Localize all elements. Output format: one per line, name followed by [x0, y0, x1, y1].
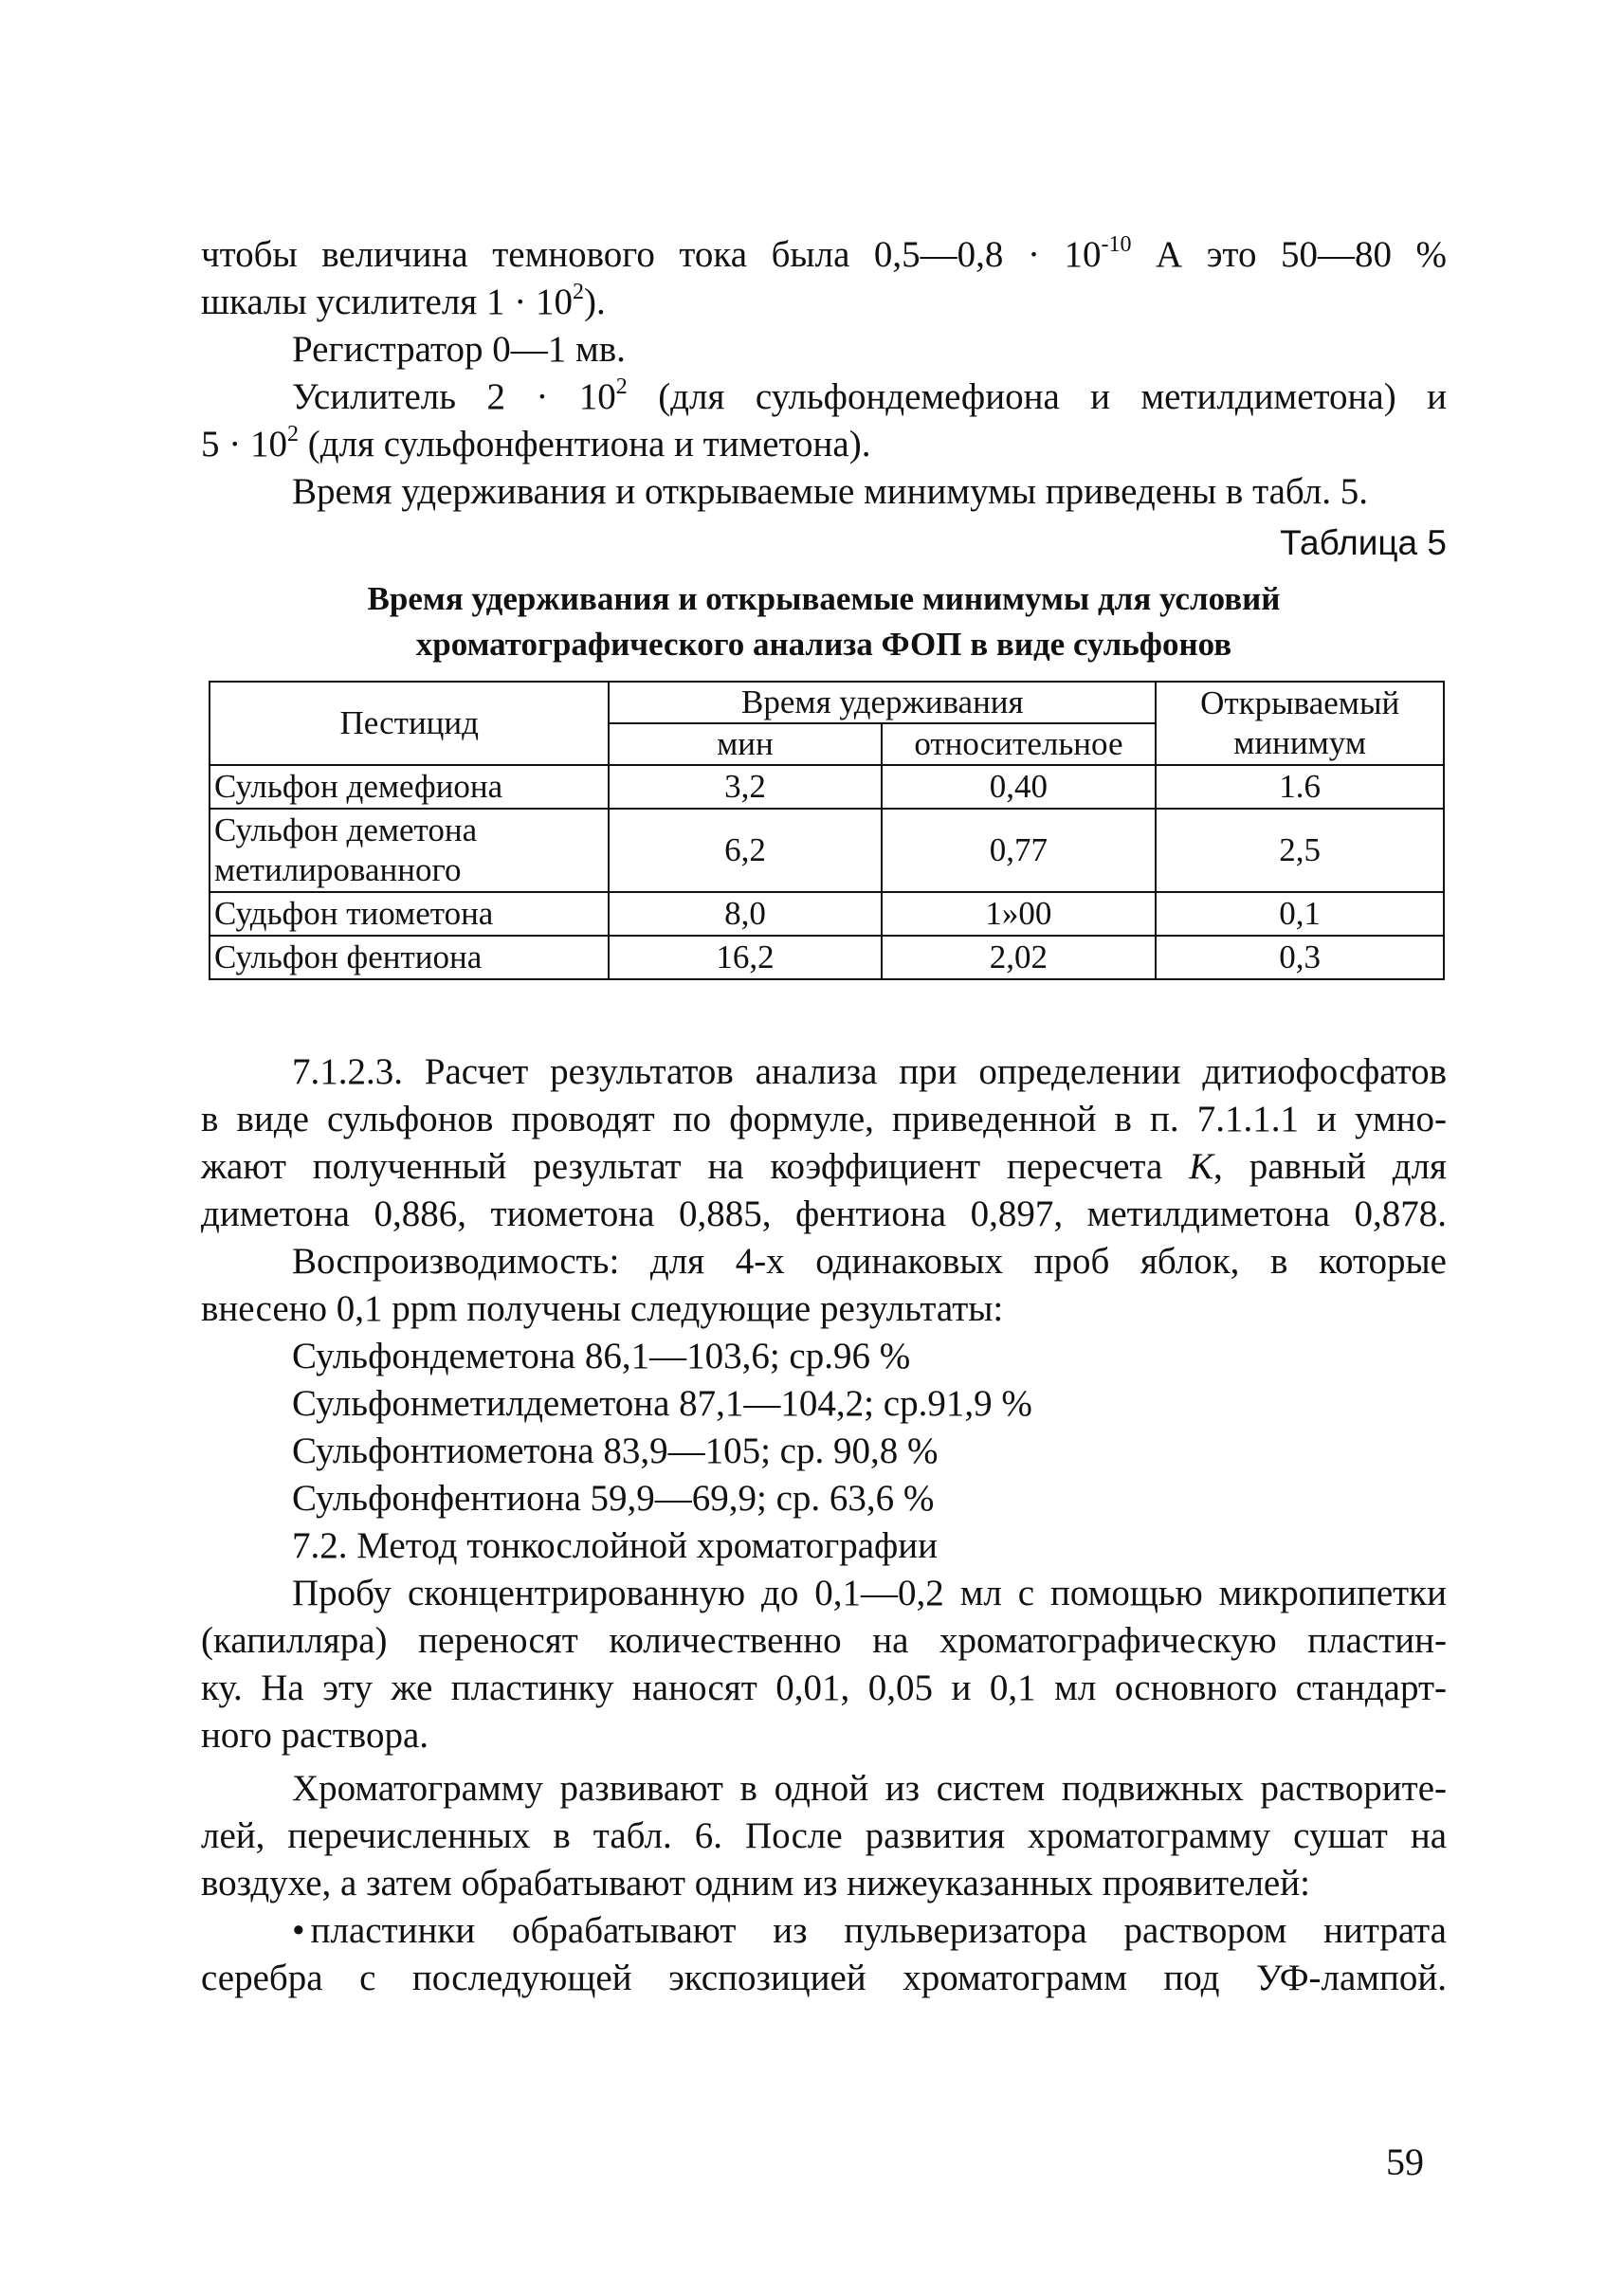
table-row: Сульфон демефиона 3,2 0,40 1.6: [210, 765, 1444, 809]
calc-line-3: жают полученный результат на коэффициент пересчета К, равный для: [201, 1146, 1447, 1187]
result-2: Сульфонметилдеметона 87,1—104,2; ср.91,9 %: [292, 1383, 1032, 1424]
header-detection-min: Открываемый минимум: [1156, 682, 1444, 765]
develop-line-1: Хроматограмму развивают в одной из систем подвижных растворите-: [292, 1768, 1447, 1809]
header-retention: Время удерживания: [609, 682, 1156, 723]
result-1: Сульфондеметона 86,1—103,6; ср.96 %: [292, 1336, 911, 1376]
sample-line-4: ного раствора.: [201, 1715, 429, 1756]
bullet-line-1: • пластинки обрабатывают из пульверизатора раствором нитрата: [292, 1910, 1447, 1951]
intro-line-2: шкалы усилителя $1 \cdot 10^2$).: [201, 280, 606, 322]
reproducibility-line-1: Воспроизводимость: для 4-х одинаковых проб яблок, в которые: [292, 1241, 1447, 1282]
bullet-icon: •: [292, 1910, 305, 1951]
calc-line-2: в виде сульфонов проводят по формуле, приведенной в п. 7.1.1.1 и умно-: [201, 1099, 1447, 1139]
table-row: Сульфон деметона метилированного 6,2 0,77 2,5: [210, 809, 1444, 892]
intro-text: [201, 231, 1447, 516]
result-3: Сульфонтиометона 83,9—105; ср. 90,8 %: [292, 1430, 939, 1471]
amplifier-line-1: Усилитель $2 \cdot 10^2$ (для сульфондемефиона и метилдиметона) и: [292, 374, 1448, 417]
sample-line-3: ку. На эту же пластинку наносят 0,01, 0,05 и 0,1 мл основного стандарт-: [201, 1667, 1447, 1708]
header-pesticide: Пестицид: [210, 682, 609, 765]
amplifier-line-2: $5 \cdot 10^2$ (для сульфонфентиона и тиметона).: [201, 422, 871, 465]
body-text: [201, 1048, 1447, 2002]
calc-line-1: 7.1.2.3. Расчет результатов анализа при определении дитиофосфатов: [292, 1051, 1447, 1092]
table-row: Судьфон тиометона 8,0 1»00 0,1: [210, 892, 1444, 936]
result-4: Сульфонфентиона 59,9—69,9; ср. 63,6 %: [292, 1478, 935, 1519]
header-min: мин: [609, 723, 881, 765]
sample-line-2: (капилляра) переносят количественно на хроматографическую пластин-: [201, 1620, 1447, 1661]
develop-line-2: лей, перечисленных в табл. 6. После развития хроматограмму сушат на: [201, 1815, 1447, 1856]
registrar-line: Регистратор 0—1 мв.: [292, 329, 626, 370]
page-number: 59: [1386, 2141, 1424, 2183]
table-title: Время удерживания и открываемые минимумы для условий хроматографического анализа ФОП в виде сульфонов: [367, 580, 1281, 663]
header-relative: относительное: [882, 723, 1157, 765]
table-label: Таблица 5: [1280, 523, 1447, 562]
develop-line-3: воздухе, а затем обрабатывают одним из нижеуказанных проявителей:: [201, 1863, 1310, 1904]
reproducibility-line-2: внесено 0,1 ppm получены следующие результаты:: [201, 1288, 1004, 1329]
intro-line-1: чтобы величина темнового тока была 0,5—0,8 · $10^{-10}$ А это 50—80 %: [201, 232, 1448, 275]
sample-line-1: Пробу сконцентрированную до 0,1—0,2 мл с помощью микропипетки: [292, 1573, 1447, 1613]
retention-table: [209, 681, 1445, 980]
section-heading-7-2: 7.2. Метод тонкослойной хроматографии: [292, 1525, 939, 1566]
calc-line-4: диметона 0,886, тиометона 0,885, фентиона 0,897, метилдиметона 0,878.: [201, 1194, 1447, 1234]
table-reference-line: Время удерживания и открываемые минимумы приведены в табл. 5.: [292, 471, 1368, 512]
table-row: Сульфон фентиона 16,2 2,02 0,3: [210, 936, 1444, 979]
bullet-line-2: серебра с последующей экспозицией хроматограмм под УФ-лампой.: [201, 1958, 1447, 1998]
